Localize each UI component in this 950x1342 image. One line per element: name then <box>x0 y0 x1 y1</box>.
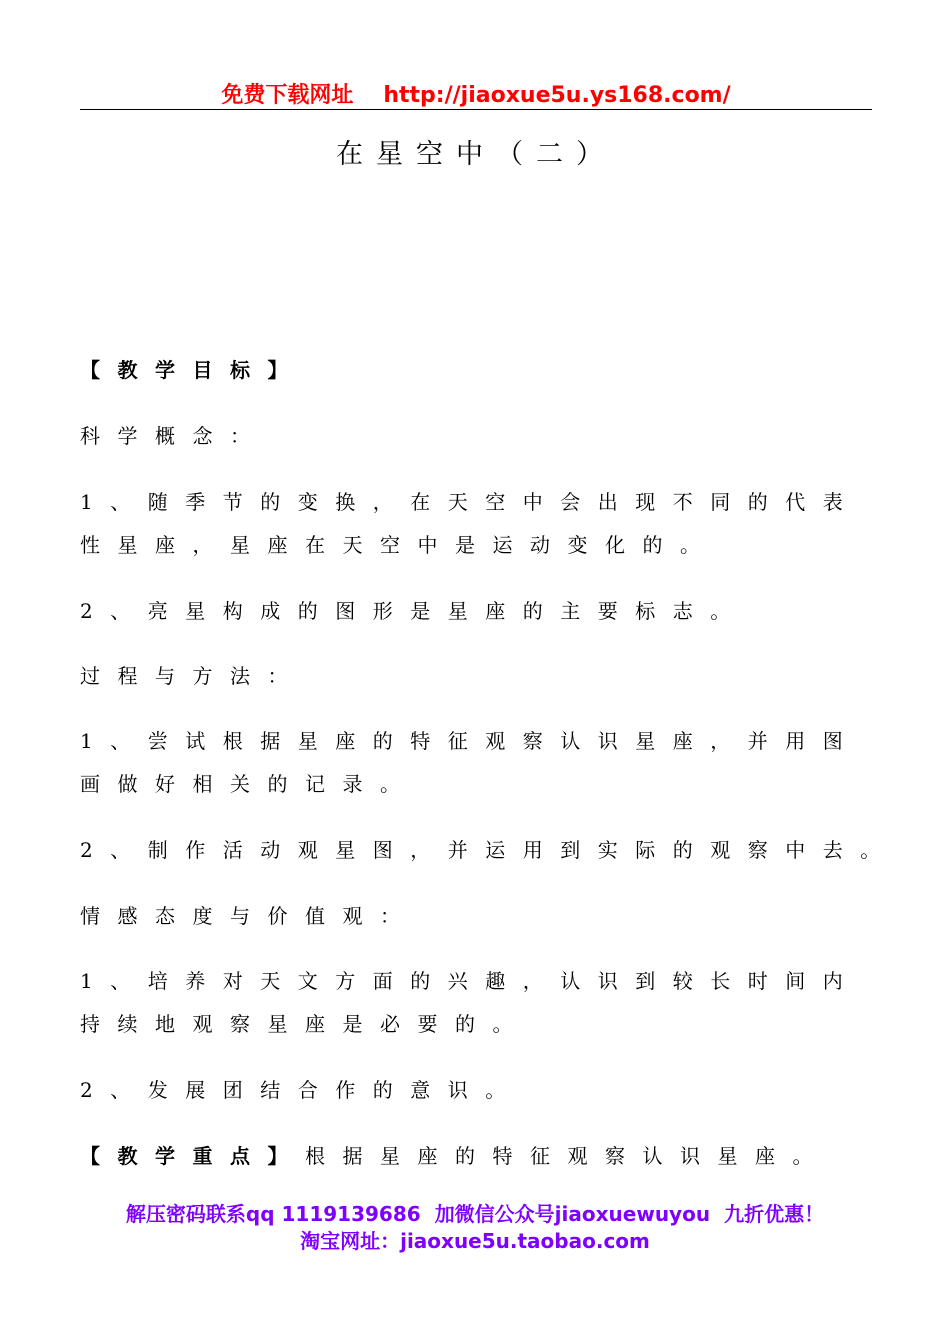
footer-wechat: 加微信公众号jiaoxuewuyou <box>434 1202 711 1226</box>
process-methods-heading: 过程与方法： <box>80 664 305 688</box>
process-item1-line1: 1、尝试根据星座的特征观察认识星座，并用图 <box>80 729 861 753</box>
process-item1-line2: 画做好相关的记录。 <box>80 772 418 796</box>
download-header <box>80 78 872 109</box>
emotion-item1-line1: 1、培养对天文方面的兴趣，认识到较长时间内 <box>80 969 861 993</box>
header-divider <box>80 109 872 110</box>
science-concepts-heading: 科学概念： <box>80 424 268 448</box>
emotion-item2: 2、发展团结合作的意识。 <box>80 1078 523 1102</box>
key-points-row <box>80 1140 830 1169</box>
science-item1-line1: 1、随季节的变换，在天空中会出现不同的代表 <box>80 490 861 514</box>
science-item1-line2: 性星座，星座在天空中是运动变化的。 <box>80 533 718 557</box>
footer-discount: 九折优惠！ <box>724 1202 825 1226</box>
science-item2: 2、亮星构成的图形是星座的主要标志。 <box>80 599 748 623</box>
document-title: 在星空中（二） <box>336 139 616 170</box>
footer-taobao-link[interactable]: 淘宝网址：jiaoxue5u.taobao.com <box>300 1229 650 1253</box>
footer-contact-line <box>0 1198 950 1227</box>
download-label: 免费下载网址 <box>221 83 354 108</box>
emotion-item1-line2: 持续地观察星座是必要的。 <box>80 1012 530 1036</box>
process-item2: 2、制作活动观星图，并运用到实际的观察中去。 <box>80 838 898 862</box>
download-url-link[interactable]: http://jiaoxue5u.ys168.com/ <box>383 83 731 108</box>
emotion-values-heading: 情感态度与价值观： <box>80 904 418 928</box>
key-points-label: 【教学重点】 <box>80 1144 305 1168</box>
footer-password-contact: 解压密码联系qq 1119139686 <box>125 1202 421 1226</box>
objectives-heading: 【教学目标】 <box>80 358 305 382</box>
key-points-text: 根据星座的特征观察认识星座。 <box>305 1144 830 1168</box>
